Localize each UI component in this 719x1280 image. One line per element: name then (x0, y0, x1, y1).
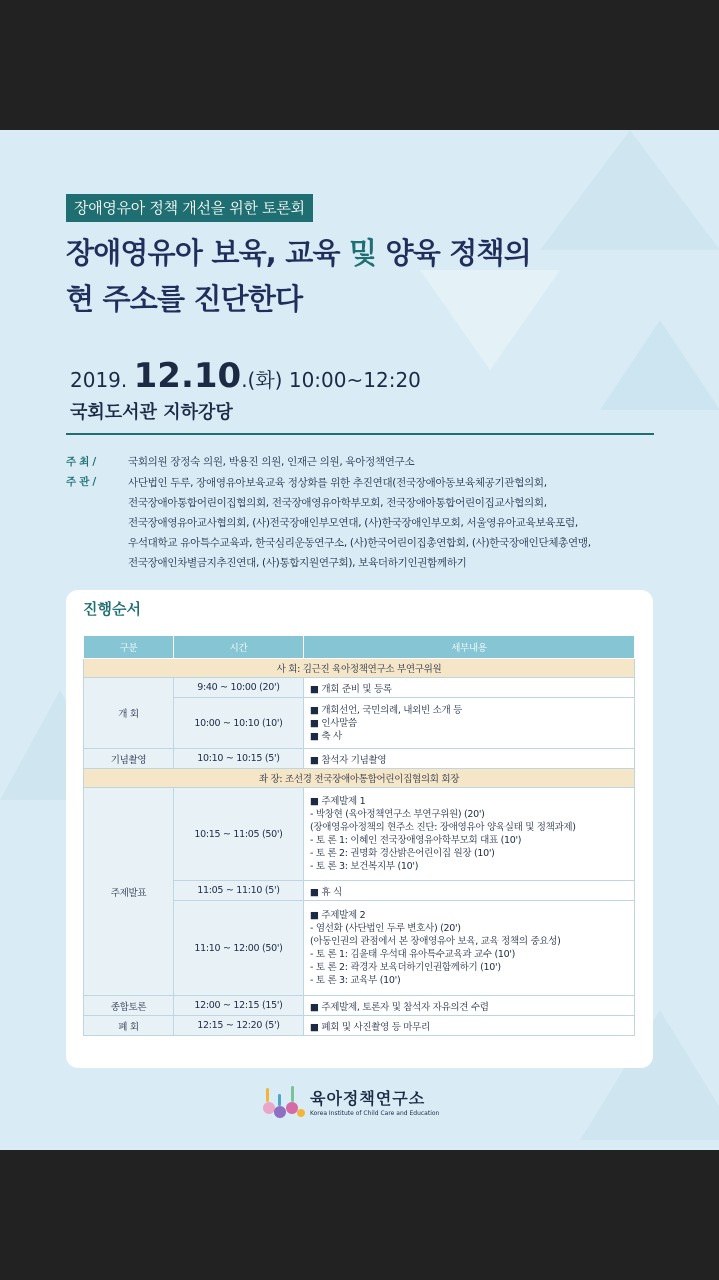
detail-cell (304, 788, 635, 881)
time-cell: 11:05 ~ 11:10 (5') (174, 881, 304, 901)
detail-line: - 토 론 2: 권명화 경산밝은어린이집 원장 (10') (310, 848, 495, 859)
column-header: 세부내용 (304, 636, 635, 659)
supervisor-text (128, 473, 688, 573)
logo-name: 육아정책연구소 (310, 1089, 426, 1108)
detail-cell: ■ 참석자 기념촬영 (304, 749, 635, 769)
detail-cell (304, 901, 635, 996)
title-line-2: 현 주소를 진단한다 (66, 282, 303, 316)
detail-line: ■ 개회선언, 국민의례, 내외빈 소개 등 (310, 704, 462, 716)
supervisor-label: 주 관 / (66, 476, 96, 488)
detail-line: - 토 론 3: 교육부 (10') (310, 975, 401, 986)
supervisor-line: 우석대학교 유아특수교육과, 한국심리운동연구소, (사)한국어린이집총연합회, (사)한국장애인단체총연맹, (128, 537, 591, 549)
event-poster (0, 130, 719, 1150)
moderator-row (84, 659, 635, 678)
group-cell: 종합토론 (84, 996, 174, 1016)
divider (66, 433, 654, 435)
date-dot: . (180, 356, 194, 396)
time-cell: 9:40 ~ 10:00 (20') (174, 678, 304, 698)
table-row (84, 678, 635, 698)
group-cell: 기념촬영 (84, 749, 174, 769)
institute-logo (262, 1082, 462, 1132)
title-part: 장애영유아 보육, 교육 (66, 236, 350, 270)
detail-cell: ■ 개회 준비 및 등록 (304, 678, 635, 698)
detail-line: - 토 론 1: 김윤태 우석대 유아특수교육과 교수 (10') (310, 949, 516, 960)
time-cell: 11:10 ~ 12:00 (50') (174, 901, 304, 996)
host-label: 주 최 / (66, 456, 96, 468)
title-part: 양육 정책의 (376, 236, 531, 270)
detail-line: - 토 론 3: 보건복지부 (10') (310, 861, 419, 872)
column-header: 구분 (84, 636, 174, 659)
group-cell: 개 회 (84, 678, 174, 749)
group-cell: 폐 회 (84, 1016, 174, 1036)
detail-line: - 염선화 (사단법인 두루 변호사) (20') (310, 923, 461, 934)
logo-mark-icon (262, 1082, 306, 1122)
date-year: 2019. (70, 368, 128, 392)
detail-line: ■ 주제발제 1 (310, 796, 366, 807)
date-month: 12 (133, 356, 181, 396)
title-part-highlight: 및 (349, 236, 377, 270)
group-cell: 주제발표 (84, 788, 174, 996)
detail-cell (304, 698, 635, 749)
detail-cell: ■ 폐회 및 사진촬영 등 마무리 (304, 1016, 635, 1036)
date-day: 10 (193, 356, 242, 396)
detail-line: (장애영유아정책의 현주소 진단: 장애영유아 양육실태 및 정책과제) (310, 822, 576, 833)
chair-text: 좌 장: 조선경 전국장애아통합어린이집협의회 회장 (84, 769, 635, 788)
detail-line: - 박창현 (육아정책연구소 부연구위원) (20') (310, 809, 485, 820)
chair-row (84, 769, 635, 788)
time-cell: 10:15 ~ 11:05 (50') (174, 788, 304, 881)
column-header: 시간 (174, 636, 304, 659)
supervisor-line: 사단법인 두루, 장애영유아보육교육 정상화를 위한 추진연대(전국장애아동보육체공기관협의회, (128, 477, 547, 489)
supervisor-line: 전국장애인차별금지추진연대, (사)통합지원연구회), 보육더하기인권함께하기 (128, 557, 467, 569)
logo-english-name: Korea Institute of Child Care and Education (310, 1110, 440, 1117)
event-kicker: 장애영유아 정책 개선을 위한 토론회 (66, 194, 313, 222)
detail-cell: ■ 주제발제, 토론자 및 참석자 자유의견 수렴 (304, 996, 635, 1016)
detail-cell: ■ 휴 식 (304, 881, 635, 901)
table-row (84, 788, 635, 881)
detail-line: - 토 론 1: 이혜인 전국장애영유아학부모회 대표 (10') (310, 835, 522, 846)
detail-line: ■ 축 사 (310, 730, 342, 742)
supervisor-line: 전국장애아통합어린이집협의회, 전국장애영유아학부모회, 전국장애아통합어린이집교사협의회, (128, 497, 547, 509)
table-header-row (84, 636, 635, 659)
event-title (66, 230, 666, 322)
detail-line: - 토 론 2: 곽경자 보육더하기인권함께하기 (10') (310, 962, 501, 973)
schedule-heading: 진행순서 (83, 600, 141, 618)
event-venue: 국회도서관 지하강당 (70, 402, 233, 423)
table-row (84, 749, 635, 769)
detail-line: (아동인권의 관점에서 본 장애영유아 보육, 교육 정책의 중요성) (310, 936, 561, 947)
moderator-text: 사 회: 김근진 육아정책연구소 부연구위원 (84, 659, 635, 678)
table-row (84, 996, 635, 1016)
host-text: 국회의원 장정숙 의원, 박용진 의원, 인재근 의원, 육아정책연구소 (128, 456, 415, 468)
event-time: 10:00~12:20 (288, 368, 421, 392)
time-cell: 12:15 ~ 12:20 (5') (174, 1016, 304, 1036)
schedule-table (83, 635, 635, 1036)
time-cell: 10:10 ~ 10:15 (5') (174, 749, 304, 769)
time-cell: 12:00 ~ 12:15 (15') (174, 996, 304, 1016)
supervisor-line: 전국장애영유아교사협의회, (사)전국장애인부모연대, (사)한국장애인부모회, 서울영유아교육보육포럼, (128, 517, 578, 529)
table-row (84, 1016, 635, 1036)
date-weekday: .(화) (241, 368, 283, 392)
detail-line: ■ 주제발제 2 (310, 910, 366, 921)
schedule-card (66, 590, 653, 1068)
time-cell: 10:00 ~ 10:10 (10') (174, 698, 304, 749)
decor-triangle (600, 320, 719, 410)
detail-line: ■ 인사말씀 (310, 717, 357, 729)
event-date (70, 356, 421, 396)
